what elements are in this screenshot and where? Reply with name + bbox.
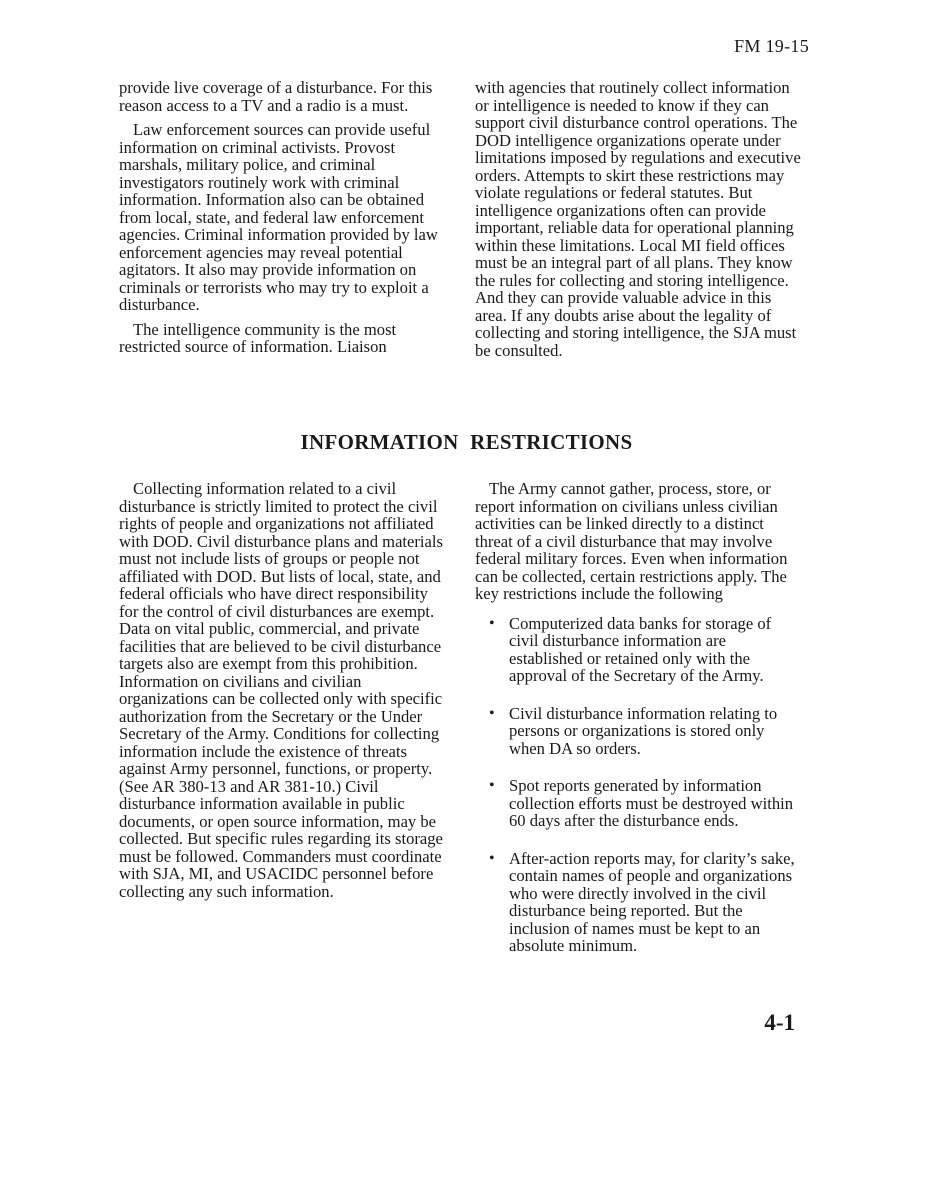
top-left-column	[119, 79, 445, 363]
bottom-right-column	[475, 480, 803, 975]
document-id: FM 19-15	[734, 36, 809, 56]
paragraph-liaison: with agencies that routinely collect information or intelligence is needed to know if they can support civil disturbance control operations. The DOD intelligence organizations operate under limitations imposed by regulations and executive orders. Attempts to skirt these restrictions may violate regulations or federal statutes. But intelligence organizations often can provide important, reliable data for operational planning within these limitations. Local MI field offices must be an integral part of all plans. They know the rules for collecting and storing intelligence. And they can provide valuable advice in this area. If any doubts arise about the legality of collecting and storing intelligence, the SJA must be consulted.	[475, 78, 801, 360]
top-right-column	[475, 79, 801, 366]
paragraph-intelligence-community: The intelligence community is the most restricted source of information. Liaison	[119, 319, 397, 356]
bottom-left-column	[119, 480, 445, 907]
list-item: • Spot reports generated by information collection efforts must be destroyed within 60 days after the disturbance ends.	[475, 777, 803, 830]
section-title: INFORMATION RESTRICTIONS	[300, 430, 633, 454]
list-item: • After-action reports may, for clarity’s sake, contain names of people and organizations who were directly involved in the civil disturbance being reported. But the inclusion of names must be kept to an absolute minimum.	[475, 850, 803, 955]
paragraph-army-restrictions: The Army cannot gather, process, store, or report information on civilians unless civilian activities can be linked directly to a distinct threat of a civil disturbance that may involve federal military forces. Even when information can be collected, certain restrictions apply. The key restrictions include the following	[475, 479, 788, 603]
paragraph-collecting-information: Collecting information related to a civil disturbance is strictly limited to protect the civil rights of people and organizations not affiliated with DOD. Civil disturbance plans and materials must not include lists of groups or people not affiliated with DOD. But lists of local, state, and federal officials who have direct responsibility for the control of civil disturbances are exempt. Data on vital public, commercial, and private facilities that are believed to be civil disturbance targets also are exempt from this prohibition. Information on civilians and civilian organizations can be collected only with specific authorization from the Secretary or the Under Secretary of the Army. Conditions for collecting information include the existence of threats against Army personnel, functions, or property. (See AR 380-13 and AR 381-10.) Civil disturbance information available in public documents, or open source information, may be collected. But specific rules regarding its storage must be followed. Commanders must coordinate with SJA, MI, and USACIDC personnel before collecting any such information.	[119, 479, 443, 901]
paragraph-law-enforcement: Law enforcement sources can provide useful information on criminal activists. Provost marshals, military police, and criminal investigators routinely work with criminal information. Information also can be obtained from local, state, and federal law enforcement agencies. Criminal information provided by law enforcement agencies may reveal potential agitators. It also may provide information on criminals or terrorists who may try to exploit a disturbance.	[119, 120, 438, 314]
list-item: • Civil disturbance information relating to persons or organizations is stored only when DA so orders.	[475, 705, 803, 758]
restrictions-list	[475, 615, 803, 955]
list-item: • Computerized data banks for storage of civil disturbance information are established or retained only with the approval of the Secretary of the Army.	[475, 615, 803, 685]
page-number: 4-1	[764, 1010, 795, 1035]
paragraph-live-coverage: provide live coverage of a disturbance. For this reason access to a TV and a radio is a must.	[119, 78, 433, 115]
